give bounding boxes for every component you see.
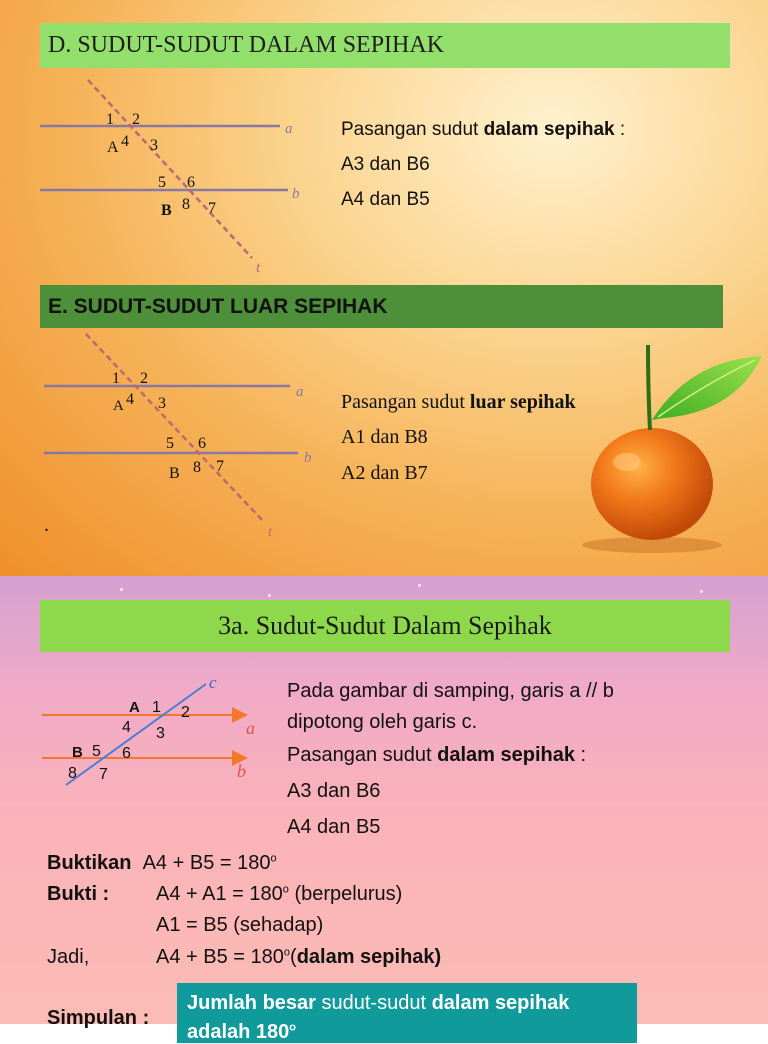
- label-5: 5: [92, 743, 101, 760]
- conclusion-box: [177, 983, 637, 1043]
- text-pair-a1-b8: A1 dan B8: [341, 426, 428, 448]
- label-8: 8: [193, 459, 201, 476]
- section-3a-title: 3a. Sudut-Sudut Dalam Sepihak: [40, 600, 730, 652]
- text-pasangan-3a: Pasangan sudut dalam sepihak :: [287, 744, 587, 766]
- text-desc-line1: Pada gambar di samping, garis a // b: [287, 680, 614, 702]
- label-B: B: [169, 465, 180, 482]
- label-A: A: [129, 699, 140, 716]
- label-2: 2: [132, 111, 140, 128]
- label-5: 5: [158, 174, 166, 191]
- label-4: 4: [126, 391, 134, 408]
- label-5: 5: [166, 435, 174, 452]
- text-pasangan-luar: Pasangan sudut luar sepihak: [341, 391, 576, 413]
- slide-3a: [0, 576, 768, 1043]
- label-B: B: [72, 744, 83, 761]
- label-line-b: b: [304, 450, 312, 466]
- section-d-title: D. SUDUT-SUDUT DALAM SEPIHAK: [40, 23, 730, 68]
- label-8: 8: [68, 765, 77, 782]
- label-6: 6: [122, 745, 131, 762]
- text-pair-a4-b5: A4 dan B5: [341, 189, 430, 210]
- label-4: 4: [122, 719, 131, 736]
- conclusion-line2: adalah 180$^o$: [187, 1021, 297, 1043]
- text-bukti-label: Bukti :: [47, 883, 110, 905]
- label-3: 3: [150, 137, 158, 154]
- text-pasangan-dalam: Pasangan sudut dalam sepihak :: [341, 119, 626, 140]
- text-pair1-3a: A3 dan B6: [287, 780, 381, 802]
- section-e-title: E. SUDUT-SUDUT LUAR SEPIHAK: [40, 285, 723, 328]
- label-1: 1: [112, 370, 120, 387]
- label-7: 7: [208, 200, 216, 217]
- label-2: 2: [181, 704, 190, 721]
- label-c: c: [209, 673, 217, 692]
- text-pair-a2-b7: A2 dan B7: [341, 462, 428, 484]
- conclusion-line1: Jumlah besar sudut-sudut dalam sepihak: [187, 992, 570, 1014]
- label-a: a: [246, 718, 255, 738]
- label-8: 8: [182, 196, 190, 213]
- label-4: 4: [121, 133, 129, 150]
- label-1: 1: [152, 699, 161, 716]
- label-b: b: [237, 761, 246, 781]
- text-bukti-line1: $A4 + A1 = 180^o$ (berpelurus): [156, 883, 403, 905]
- text-jadi-expr: $A4 + B5 = 180^o(dalam$ sepihak): [156, 946, 442, 968]
- text-bukti-line2: A1 = B5 (sehadap): [156, 914, 324, 936]
- text-dot: .: [44, 514, 49, 536]
- label-line-t: t: [268, 524, 273, 540]
- text-pair2-3a: A4 dan B5: [287, 816, 381, 838]
- text-desc-line2: dipotong oleh garis c.: [287, 711, 478, 733]
- label-B: B: [161, 202, 172, 219]
- label-2: 2: [140, 370, 148, 387]
- label-6: 6: [198, 435, 206, 452]
- label-6: 6: [187, 174, 195, 191]
- label-line-t: t: [256, 260, 261, 276]
- text-buktikan: Buktikan $A4 + B5 = 180^o$: [47, 852, 277, 874]
- label-1: 1: [106, 111, 114, 128]
- label-line-a: a: [285, 121, 293, 137]
- label-3: 3: [158, 395, 166, 412]
- label-line-b: b: [292, 186, 300, 202]
- label-7: 7: [216, 458, 224, 475]
- label-line-a: a: [296, 384, 304, 400]
- text-simpulan-label: Simpulan :: [47, 1007, 150, 1029]
- text-jadi-label: Jadi,: [47, 946, 90, 968]
- label-A: A: [113, 398, 124, 414]
- label-3: 3: [156, 725, 165, 742]
- text-pair-a3-b6: A3 dan B6: [341, 154, 430, 175]
- label-7: 7: [99, 766, 108, 783]
- label-A: A: [107, 139, 119, 156]
